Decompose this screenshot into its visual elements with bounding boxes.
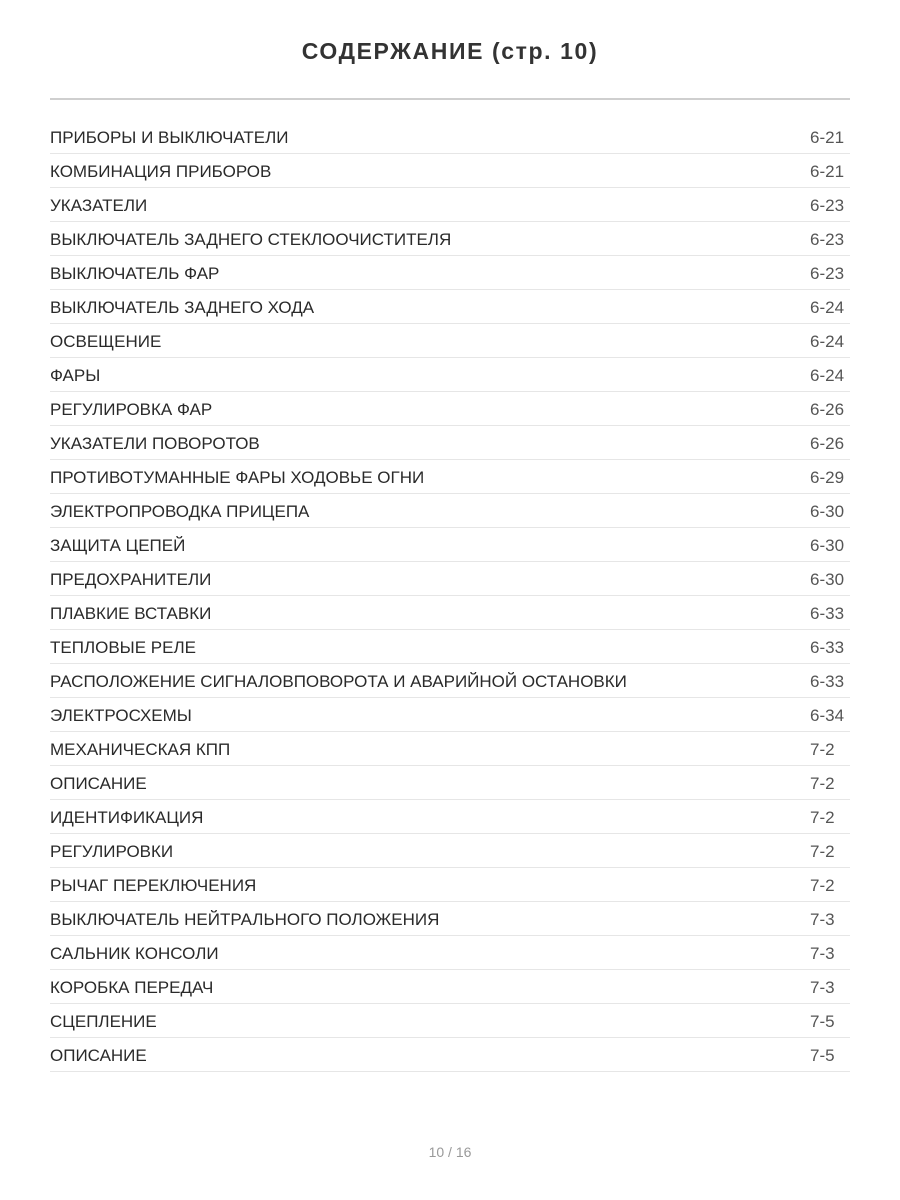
toc-entry[interactable] xyxy=(50,222,850,256)
toc-entry-label: ЭЛЕКТРОСХЕМЫ xyxy=(50,706,192,725)
toc-entry[interactable] xyxy=(50,630,850,664)
toc-entry-page: 6-21 xyxy=(810,128,845,147)
toc-entry[interactable] xyxy=(50,902,850,936)
toc-entry-label: МЕХАНИЧЕСКАЯ КПП xyxy=(50,740,231,759)
toc-entry[interactable] xyxy=(50,868,850,902)
toc-entry-label: РАСПОЛОЖЕНИЕ СИГНАЛОВПОВОРОТА И АВАРИЙНОЙ ОСТАНОВКИ xyxy=(50,672,627,691)
toc-entry-label: ПЛАВКИЕ ВСТАВКИ xyxy=(50,604,212,623)
toc-entry[interactable] xyxy=(50,800,850,834)
toc-entry-page: 6-30 xyxy=(810,536,845,555)
title-divider xyxy=(50,98,850,100)
toc-entry[interactable] xyxy=(50,664,850,698)
toc-entry[interactable] xyxy=(50,120,850,154)
toc-entry-label: ФАРЫ xyxy=(50,366,101,385)
toc-entry-page: 7-2 xyxy=(810,774,835,793)
toc-entry-page: 7-2 xyxy=(810,876,835,895)
toc-entry-label: СЦЕПЛЕНИЕ xyxy=(50,1012,157,1031)
toc-entry-page: 6-24 xyxy=(810,366,845,385)
toc-entry-label: УКАЗАТЕЛИ ПОВОРОТОВ xyxy=(50,434,260,453)
toc-entry[interactable] xyxy=(50,970,850,1004)
toc-entry-page: 6-23 xyxy=(810,196,845,215)
toc-entry-page: 6-23 xyxy=(810,230,845,249)
toc-entry-page: 6-26 xyxy=(810,434,845,453)
toc-entry-page: 7-3 xyxy=(810,944,835,963)
toc-entry-page: 7-2 xyxy=(810,842,835,861)
toc-entry-label: КОМБИНАЦИЯ ПРИБОРОВ xyxy=(50,162,272,181)
toc-entry-page: 7-2 xyxy=(810,808,835,827)
page-indicator: 10 / 16 xyxy=(428,1144,472,1160)
toc-entry-page: 7-3 xyxy=(810,910,835,929)
toc-entry-label: ЗАЩИТА ЦЕПЕЙ xyxy=(50,536,186,555)
toc-entry-label: УКАЗАТЕЛИ xyxy=(50,196,148,215)
toc-entry[interactable] xyxy=(50,936,850,970)
toc-entry[interactable] xyxy=(50,596,850,630)
toc-entry[interactable] xyxy=(50,834,850,868)
toc-list xyxy=(50,120,850,1072)
toc-entry-page: 6-26 xyxy=(810,400,845,419)
toc-entry[interactable] xyxy=(50,494,850,528)
toc-entry-page: 7-5 xyxy=(810,1012,835,1031)
toc-entry-page: 7-5 xyxy=(810,1046,835,1065)
toc-entry-label: ВЫКЛЮЧАТЕЛЬ ФАР xyxy=(50,264,220,283)
toc-entry-page: 6-33 xyxy=(810,604,845,623)
toc-entry-page: 7-3 xyxy=(810,978,835,997)
toc-entry-page: 6-21 xyxy=(810,162,845,181)
toc-entry-label: ОПИСАНИЕ xyxy=(50,1046,147,1065)
toc-entry-label: САЛЬНИК КОНСОЛИ xyxy=(50,944,219,963)
toc-entry[interactable] xyxy=(50,426,850,460)
toc-entry-label: ОСВЕЩЕНИЕ xyxy=(50,332,162,351)
toc-entry-label: ВЫКЛЮЧАТЕЛЬ ЗАДНЕГО ХОДА xyxy=(50,298,315,317)
toc-entry-label: ПРОТИВОТУМАННЫЕ ФАРЫ ХОДОВЬЕ ОГНИ xyxy=(50,468,425,487)
toc-entry-page: 6-30 xyxy=(810,570,845,589)
toc-entry-label: ТЕПЛОВЫЕ РЕЛЕ xyxy=(50,638,196,657)
toc-entry-label: РЕГУЛИРОВКА ФАР xyxy=(50,400,213,419)
toc-entry[interactable] xyxy=(50,732,850,766)
toc-entry[interactable] xyxy=(50,766,850,800)
toc-entry-page: 6-34 xyxy=(810,706,845,725)
toc-entry[interactable] xyxy=(50,154,850,188)
page-title: СОДЕРЖАНИЕ (стр. 10) xyxy=(301,38,599,64)
toc-entry-page: 6-24 xyxy=(810,332,845,351)
toc-entry[interactable] xyxy=(50,528,850,562)
toc-entry-label: ИДЕНТИФИКАЦИЯ xyxy=(50,808,204,827)
toc-entry-label: ОПИСАНИЕ xyxy=(50,774,147,793)
toc-entry[interactable] xyxy=(50,1038,850,1072)
toc-entry[interactable] xyxy=(50,324,850,358)
toc-entry-label: ВЫКЛЮЧАТЕЛЬ ЗАДНЕГО СТЕКЛООЧИСТИТЕЛЯ xyxy=(50,230,452,249)
toc-entry-page: 6-33 xyxy=(810,638,845,657)
toc-entry[interactable] xyxy=(50,392,850,426)
toc-entry[interactable] xyxy=(50,1004,850,1038)
toc-entry[interactable] xyxy=(50,188,850,222)
toc-entry-label: РЫЧАГ ПЕРЕКЛЮЧЕНИЯ xyxy=(50,876,257,895)
toc-entry-page: 6-30 xyxy=(810,502,845,521)
toc-entry[interactable] xyxy=(50,460,850,494)
toc-entry-label: РЕГУЛИРОВКИ xyxy=(50,842,174,861)
toc-entry-page: 6-23 xyxy=(810,264,845,283)
toc-entry-page: 7-2 xyxy=(810,740,835,759)
toc-entry[interactable] xyxy=(50,290,850,324)
toc-entry[interactable] xyxy=(50,562,850,596)
toc-entry-page: 6-29 xyxy=(810,468,845,487)
toc-entry-label: ЭЛЕКТРОПРОВОДКА ПРИЦЕПА xyxy=(50,502,310,521)
toc-entry[interactable] xyxy=(50,358,850,392)
toc-entry[interactable] xyxy=(50,256,850,290)
toc-entry[interactable] xyxy=(50,698,850,732)
toc-entry-page: 6-24 xyxy=(810,298,845,317)
toc-entry-label: ВЫКЛЮЧАТЕЛЬ НЕЙТРАЛЬНОГО ПОЛОЖЕНИЯ xyxy=(50,910,440,929)
toc-entry-label: ПРИБОРЫ И ВЫКЛЮЧАТЕЛИ xyxy=(50,128,289,147)
toc-entry-label: ПРЕДОХРАНИТЕЛИ xyxy=(50,570,212,589)
toc-entry-label: КОРОБКА ПЕРЕДАЧ xyxy=(50,978,214,997)
toc-entry-page: 6-33 xyxy=(810,672,845,691)
